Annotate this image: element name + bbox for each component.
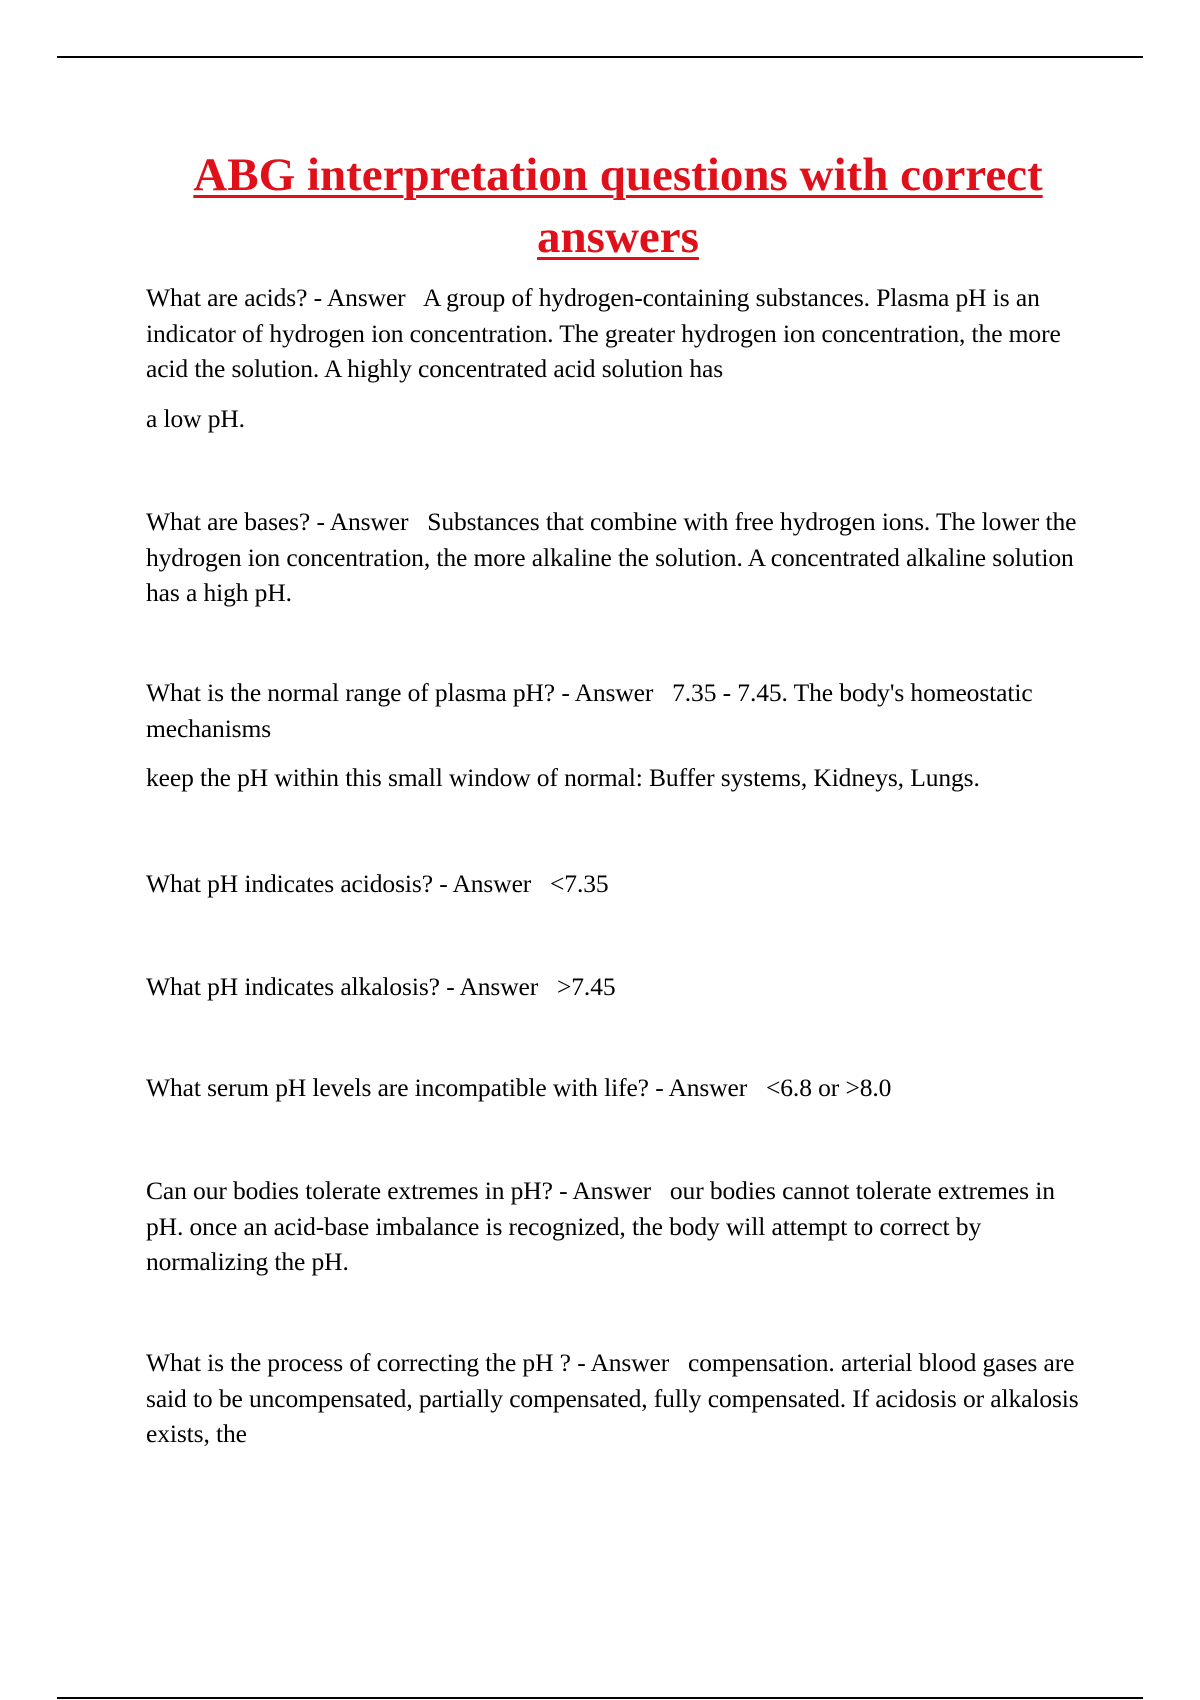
answer: A group of hydrogen-containing substances. Plasma pH is an indicator of hydrogen ion concentration. The greater hydrogen ion concentration, the more acid the solution. A highly concentrated acid solution has [146, 283, 1061, 383]
question: What is the normal range of plasma pH? [146, 678, 556, 707]
answer-label: - Answer [561, 678, 654, 707]
answer: our bodies cannot tolerate extremes in pH. once an acid-base imbalance is recognized, the body will attempt to correct by normalizing the pH. [146, 1176, 1055, 1276]
answer: <6.8 or >8.0 [766, 1073, 892, 1102]
answer-label: - Answer [313, 283, 406, 312]
answer: 7.35 - 7.45. The body's homeostatic mechanisms [146, 678, 1033, 743]
question: What are acids? [146, 283, 308, 312]
answer: >7.45 [557, 972, 616, 1001]
qa-item-ph-extremes [146, 1173, 1086, 1280]
qa-item-compensation [146, 1345, 1086, 1452]
question: Can our bodies tolerate extremes in pH? [146, 1176, 553, 1205]
question: What is the process of correcting the pH ? [146, 1348, 571, 1377]
question: What serum pH levels are incompatible with life? [146, 1073, 649, 1102]
answer: Substances that combine with free hydrogen ions. The lower the hydrogen ion concentration, the more alkaline the solution. A concentrated alkaline solution has a high pH. [146, 507, 1077, 607]
question: What are bases? [146, 507, 311, 536]
document-title: ABG interpretation questions with correct answers [193, 149, 1043, 263]
qa-item-acidosis [146, 866, 1086, 902]
qa-item-bases [146, 504, 1086, 611]
top-rule [57, 56, 1143, 58]
answer-label: - Answer [316, 507, 409, 536]
answer-label: - Answer [446, 972, 539, 1001]
answer-label: - Answer [655, 1073, 748, 1102]
answer-label: - Answer [577, 1348, 670, 1377]
qa-item-incompatible-ph [146, 1070, 1086, 1106]
question: What pH indicates acidosis? [146, 869, 433, 898]
question: What pH indicates alkalosis? [146, 972, 440, 1001]
answer-label: - Answer [559, 1176, 652, 1205]
qa-item-normal-ph-range [146, 675, 1086, 796]
qa-item-acids [146, 280, 1086, 436]
answer: <7.35 [550, 869, 609, 898]
answer-continuation: keep the pH within this small window of normal: Buffer systems, Kidneys, Lungs. [146, 763, 980, 792]
bottom-rule [57, 1697, 1143, 1699]
answer: compensation. arterial blood gases are said to be uncompensated, partially compensated, fully compensated. If acidosis or alkalosis exists, the [146, 1348, 1079, 1448]
answer-continuation: a low pH. [146, 403, 245, 433]
answer-label: - Answer [439, 869, 532, 898]
qa-item-alkalosis [146, 969, 1086, 1005]
